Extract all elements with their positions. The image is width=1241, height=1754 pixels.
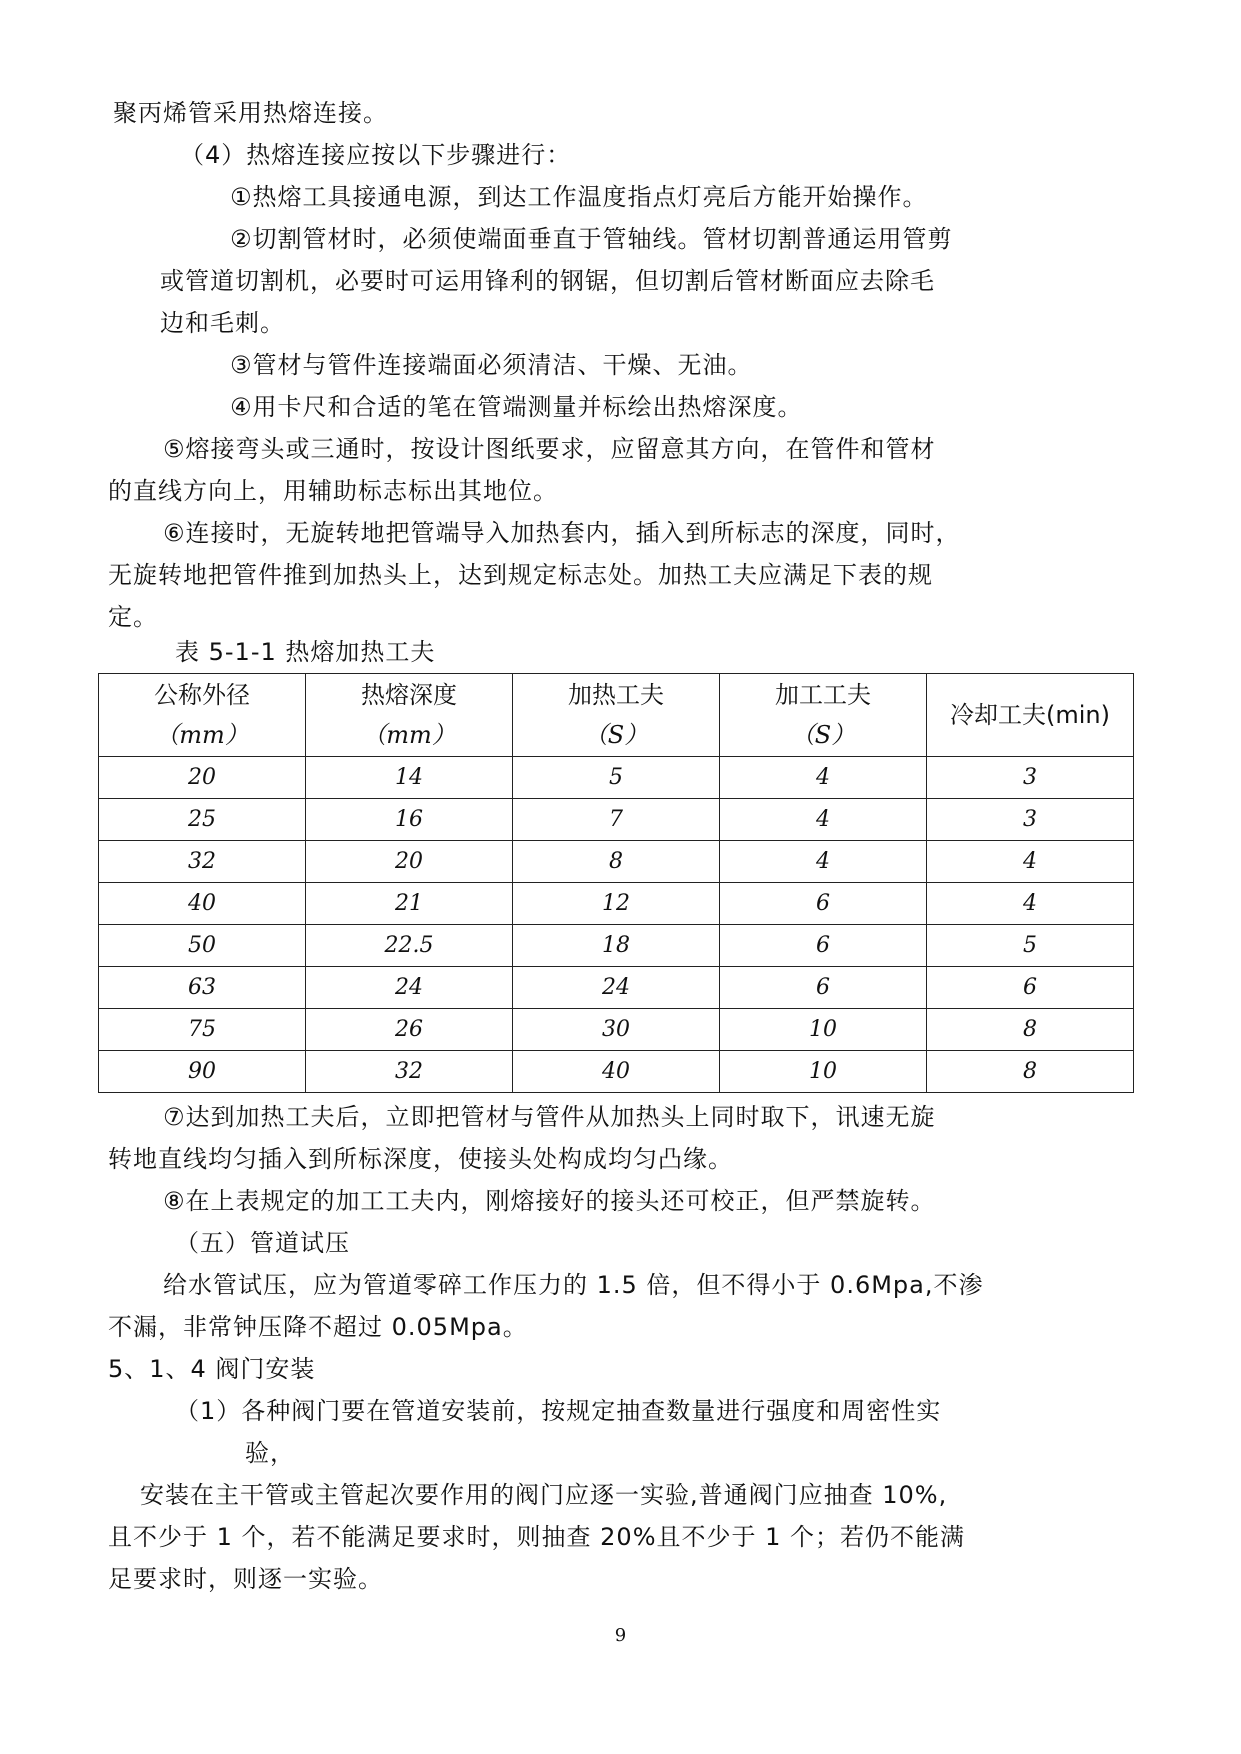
table-header-row — [99, 674, 1134, 757]
table-caption: 表 5-1-1 热熔加热工夫 — [175, 638, 436, 666]
section-heading-pressure-test: （五）管道试压 — [175, 1229, 350, 1257]
step-6-line-3: 定。 — [108, 603, 158, 631]
table-cell: 4 — [720, 757, 927, 799]
step-5-line-1: ⑤熔接弯头或三通时，按设计图纸要求，应留意其方向，在管件和管材 — [163, 435, 936, 463]
table-cell: 6 — [927, 967, 1134, 1009]
table-cell: 90 — [99, 1051, 306, 1093]
valve-line-3: 足要求时，则逐一实验。 — [108, 1565, 383, 1593]
table-cell: 12 — [513, 883, 720, 925]
section-heading-valve-install: 5、1、4 阀门安装 — [108, 1355, 316, 1383]
table-cell: 4 — [720, 841, 927, 883]
table-cell: 4 — [927, 841, 1134, 883]
table-row — [99, 757, 1134, 799]
step-4: ④用卡尺和合适的笔在管端测量并标绘出热熔深度。 — [230, 393, 803, 421]
table-row — [99, 799, 1134, 841]
table-cell: 8 — [927, 1009, 1134, 1051]
table-cell: 10 — [720, 1009, 927, 1051]
table-cell: 32 — [306, 1051, 513, 1093]
step-2-line-1: ②切割管材时，必须使端面垂直于管轴线。管材切割普通运用管剪 — [230, 225, 953, 253]
table-row — [99, 1051, 1134, 1093]
header-processing-time — [720, 674, 927, 757]
header-label: 公称外径 — [154, 681, 250, 709]
table-cell: 8 — [513, 841, 720, 883]
table-cell: 63 — [99, 967, 306, 1009]
table-cell: 6 — [720, 925, 927, 967]
header-label: 加工工夫 — [775, 681, 871, 709]
valve-line-1: 安装在主干管或主管起次要作用的阀门应逐一实验,普通阀门应抽查 10%, — [140, 1481, 948, 1509]
step-1: ①热熔工具接通电源，到达工作温度指点灯亮后方能开始操作。 — [230, 183, 928, 211]
table-cell: 22.5 — [306, 925, 513, 967]
table-cell: 75 — [99, 1009, 306, 1051]
table-cell: 40 — [99, 883, 306, 925]
table-cell: 18 — [513, 925, 720, 967]
table-cell: 5 — [927, 925, 1134, 967]
table-cell: 4 — [927, 883, 1134, 925]
table-cell: 32 — [99, 841, 306, 883]
header-heating-time — [513, 674, 720, 757]
pressure-test-line-2: 不漏，非常钟压降不超过 0.05Mpa。 — [108, 1313, 528, 1341]
header-label: 热熔深度 — [361, 681, 457, 709]
valve-item-1-line-1: （1）各种阀门要在管道安装前，按规定抽查数量进行强度和周密性实 — [175, 1397, 942, 1425]
step-2-line-2: 或管道切割机，必要时可运用锋利的钢锯，但切割后管材断面应去除毛 — [160, 267, 935, 295]
table-cell: 21 — [306, 883, 513, 925]
table-cell: 20 — [306, 841, 513, 883]
table-cell: 16 — [306, 799, 513, 841]
step-3: ③管材与管件连接端面必须清洁、干燥、无油。 — [230, 351, 753, 379]
table-cell: 6 — [720, 883, 927, 925]
header-unit: （mm） — [155, 721, 249, 749]
header-label: 加热工夫 — [568, 681, 664, 709]
table-row — [99, 967, 1134, 1009]
table-cell: 8 — [927, 1051, 1134, 1093]
table-row — [99, 883, 1134, 925]
step-7-line-2: 转地直线均匀插入到所标深度，使接头处构成均匀凸缘。 — [108, 1145, 733, 1173]
step-7-line-1: ⑦达到加热工夫后，立即把管材与管件从加热头上同时取下，讯速无旋 — [163, 1103, 936, 1131]
table-cell: 24 — [306, 967, 513, 1009]
table-cell: 26 — [306, 1009, 513, 1051]
page-number: 9 — [614, 1625, 627, 1646]
step-8: ⑧在上表规定的加工工夫内，刚熔接好的接头还可校正，但严禁旋转。 — [163, 1187, 936, 1215]
table-cell: 25 — [99, 799, 306, 841]
header-label: 冷却工夫(min) — [950, 701, 1110, 729]
valve-item-1-line-2: 验， — [245, 1439, 295, 1467]
table-cell: 5 — [513, 757, 720, 799]
step-6-line-1: ⑥连接时，无旋转地把管端导入加热套内，插入到所标志的深度，同时， — [163, 519, 961, 547]
table-cell: 3 — [927, 757, 1134, 799]
header-outer-diameter — [99, 674, 306, 757]
step-5-line-2: 的直线方向上，用辅助标志标出其地位。 — [108, 477, 558, 505]
table-cell: 6 — [720, 967, 927, 1009]
table-cell: 20 — [99, 757, 306, 799]
heat-fusion-table — [98, 673, 1134, 1093]
table-row — [99, 1009, 1134, 1051]
header-cooling-time — [927, 674, 1134, 757]
table-cell: 30 — [513, 1009, 720, 1051]
valve-line-2: 且不少于 1 个，若不能满足要求时，则抽查 20%且不少于 1 个；若仍不能满 — [108, 1523, 966, 1551]
header-unit: （S） — [583, 721, 649, 749]
table-cell: 24 — [513, 967, 720, 1009]
paragraph-line: 聚丙烯管采用热熔连接。 — [113, 99, 388, 127]
header-unit: （S） — [790, 721, 856, 749]
table-cell: 40 — [513, 1051, 720, 1093]
step-heading: （4）热熔连接应按以下步骤进行： — [180, 141, 572, 169]
table-row — [99, 841, 1134, 883]
table-cell: 7 — [513, 799, 720, 841]
table-cell: 50 — [99, 925, 306, 967]
table-cell: 3 — [927, 799, 1134, 841]
header-unit: （mm） — [362, 721, 456, 749]
table-cell: 4 — [720, 799, 927, 841]
table-cell: 10 — [720, 1051, 927, 1093]
table-cell: 14 — [306, 757, 513, 799]
header-fusion-depth — [306, 674, 513, 757]
table-row — [99, 925, 1134, 967]
step-6-line-2: 无旋转地把管件推到加热头上，达到规定标志处。加热工夫应满足下表的规 — [108, 561, 933, 589]
pressure-test-line-1: 给水管试压，应为管道零碎工作压力的 1.5 倍，但不得小于 0.6Mpa,不渗 — [163, 1271, 984, 1299]
step-2-line-3: 边和毛刺。 — [160, 309, 285, 337]
